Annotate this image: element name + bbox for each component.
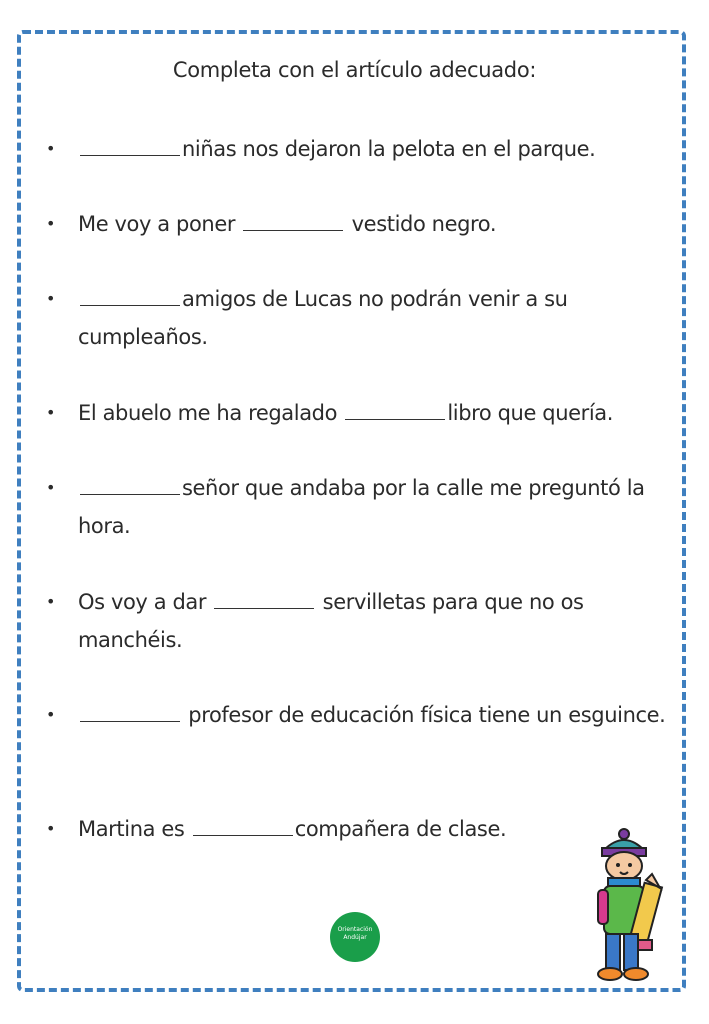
bullet-icon: •: [46, 478, 56, 497]
child-with-pencil-illustration: [590, 828, 676, 984]
item-text-after: vestido negro.: [351, 212, 497, 236]
worksheet-title: Completa con el artículo adecuado:: [172, 58, 537, 82]
item-text-after: libro que quería.: [447, 401, 614, 425]
bullet-icon: •: [46, 403, 56, 422]
bullet-icon: •: [46, 819, 56, 838]
publisher-logo: [330, 912, 380, 962]
item-text-after: profesor de educación física tiene un esguince.: [188, 703, 666, 727]
answer-blank[interactable]: [80, 701, 180, 722]
item-text-after: servilletas para que no os manchéis.: [78, 590, 584, 652]
bullet-icon: •: [46, 289, 56, 308]
answer-blank[interactable]: [80, 285, 180, 306]
item-text-after: niñas nos dejaron la pelota en el parque.: [182, 137, 596, 161]
bullet-icon: •: [46, 592, 56, 611]
item-text-after: señor que andaba por la calle me preguntó la hora.: [78, 476, 645, 538]
bullet-icon: •: [46, 214, 56, 233]
answer-blank[interactable]: [80, 474, 180, 495]
bullet-icon: •: [46, 705, 56, 724]
logo-text: Orientación Andújar: [337, 926, 373, 941]
answer-blank[interactable]: [80, 135, 180, 156]
bullet-icon: •: [46, 139, 56, 158]
answer-blank[interactable]: [345, 399, 445, 420]
item-text-before: Martina es: [78, 817, 185, 841]
answer-blank[interactable]: [214, 588, 314, 609]
answer-blank[interactable]: [193, 815, 293, 836]
answer-blank[interactable]: [243, 210, 343, 231]
item-text-before: El abuelo me ha regalado: [78, 401, 338, 425]
item-text-before: Os voy a dar: [78, 590, 207, 614]
item-text-after: compañera de clase.: [294, 817, 507, 841]
item-text-after: amigos de Lucas no podrán venir a su cumpleaños.: [78, 287, 568, 349]
item-text-before: Me voy a poner: [78, 212, 236, 236]
